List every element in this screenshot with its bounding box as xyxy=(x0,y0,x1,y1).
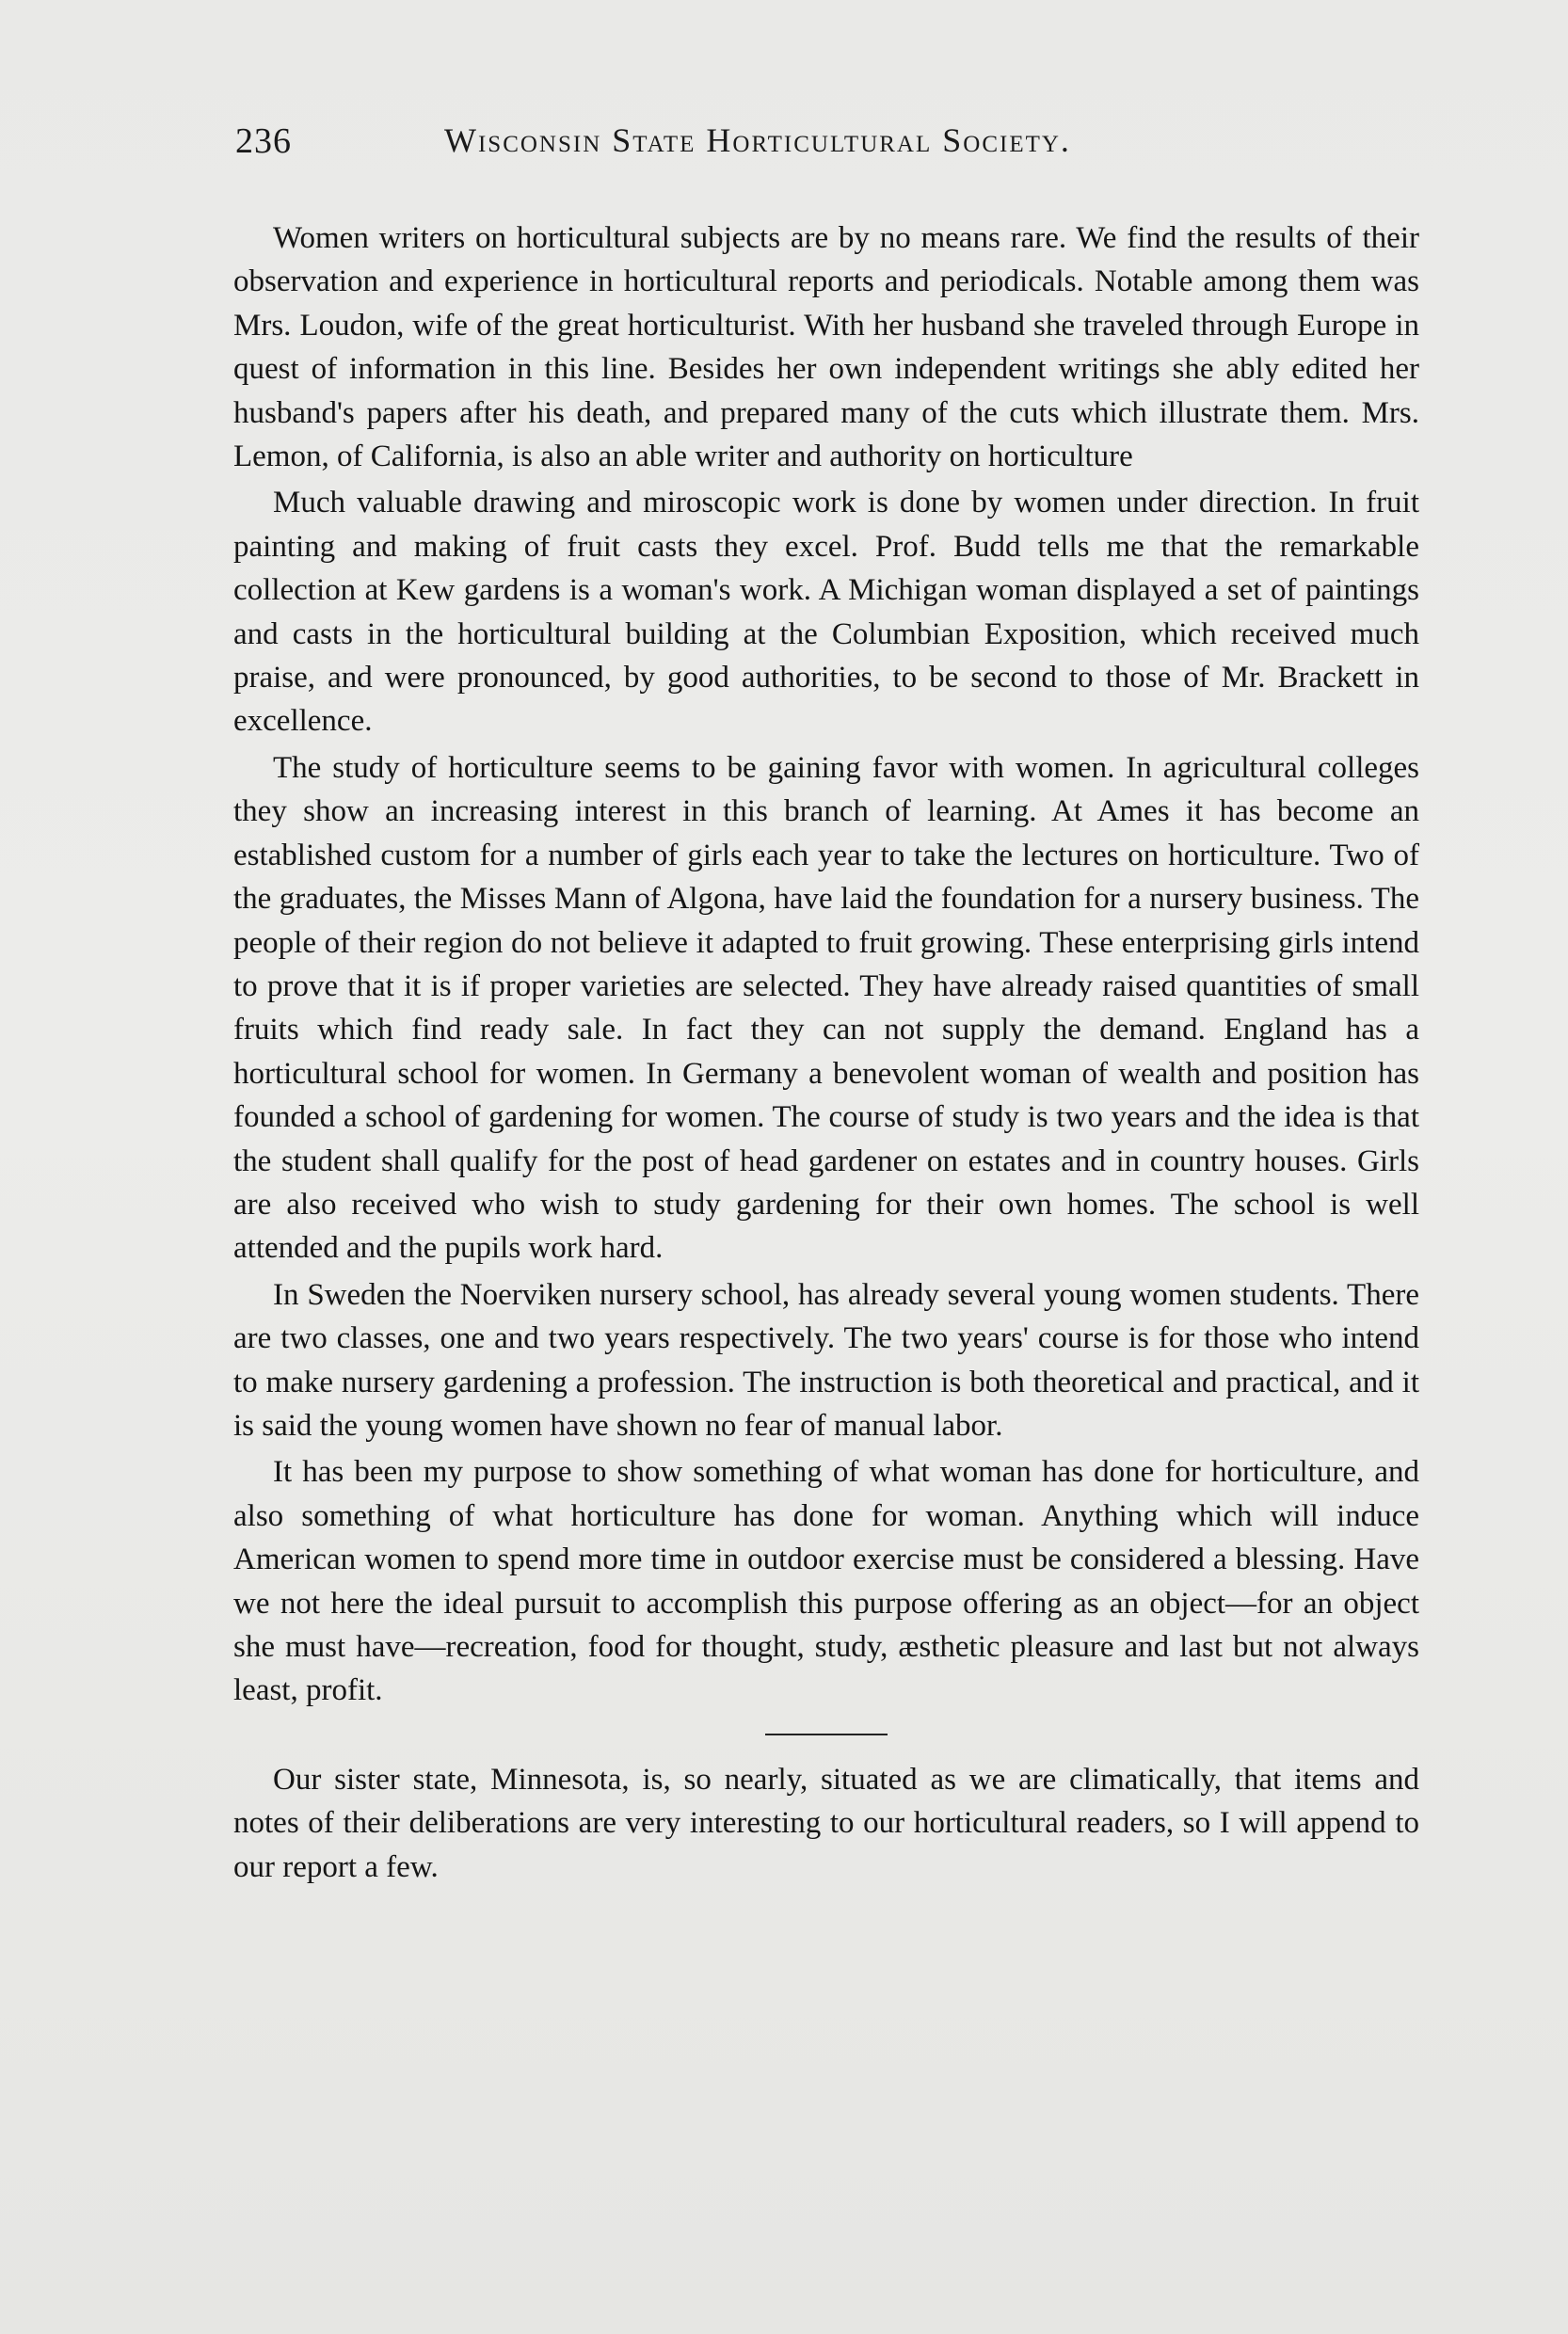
page-number: 236 xyxy=(235,121,292,161)
paragraph-women-writers: Women writers on horticultural subjects are by no means rare. We find the results of their observation and experience in horticultural reports and periodicals. Notable among them was Mrs. Loudon, wife of the great horticulturist. With her husband she traveled through Europe in quest of information in this line. Besides her own independent writings she ably edited her husband's papers after his death, and prepared many of the cuts which illustrate them. Mrs. Lemon, of California, is also an able writer and authority on horticulture xyxy=(233,221,1419,474)
paragraph-minnesota: Our sister state, Minnesota, is, so nearly, situated as we are climatically, that items and notes of their deliberations are very interesting to our horticultural readers, so I will append to our report a few. xyxy=(233,1762,1419,1884)
paragraph-purpose: It has been my purpose to show something of what woman has done for horticulture, and also something of what horticulture has done for woman. Anything which will induce American women to spend more time in outdoor exercise must be considered a blessing. Have we not here the ideal pursuit to accomplish this purpose offering as an object—for an object she must have—recreation, food for thought, study, æsthetic pleasure and last but not always least, profit. xyxy=(233,1455,1419,1708)
page-header xyxy=(235,120,1261,177)
paragraph-drawing-work: Much valuable drawing and miroscopic work is done by women under direction. In fruit painting and making of fruit casts they excel. Prof. Budd tells me that the remarkable collection at Kew gardens is a woman's work. A Michigan woman displayed a set of paintings and casts in the horticultural building at the Columbian Exposition, which received much praise, and were pronounced, by good authorities, to be second to those of Mr. Brackett in excellence. xyxy=(233,486,1419,739)
section-divider xyxy=(765,1734,888,1735)
article-body xyxy=(233,216,1419,1889)
paragraph-sweden-school: In Sweden the Noerviken nursery school, has already several young women students. There are two classes, one and two years respectively. The two years' course is for those who intend to make nursery gardening a profession. The instruction is both theoretical and practical, and it is said the young women have shown no fear of manual labor. xyxy=(233,1277,1419,1443)
running-title: Wisconsin State Horticultural Society. xyxy=(444,121,1071,159)
paragraph-study-of-horticulture: The study of horticulture seems to be gaining favor with women. In agricultural colleges they show an increasing interest in this branch of learning. At Ames it has become an established custom for a number of girls each year to take the lectures on horticulture. Two of the graduates, the Misses Mann of Algona, have laid the foundation for a nursery business. The people of their region do not believe it adapted to fruit growing. These enterprising girls intend to prove that it is if proper varieties are selected. They have already raised quantities of small fruits which find ready sale. In fact they can not supply the demand. England has a horticultural school for women. In Germany a benevolent woman of wealth and position has founded a school of gardening for women. The course of study is two years and the idea is that the student shall qualify for the post of head gardener on estates and in country houses. Girls are also received who wish to study gardening for their own homes. The school is well attended and the pupils work hard. xyxy=(233,750,1419,1266)
